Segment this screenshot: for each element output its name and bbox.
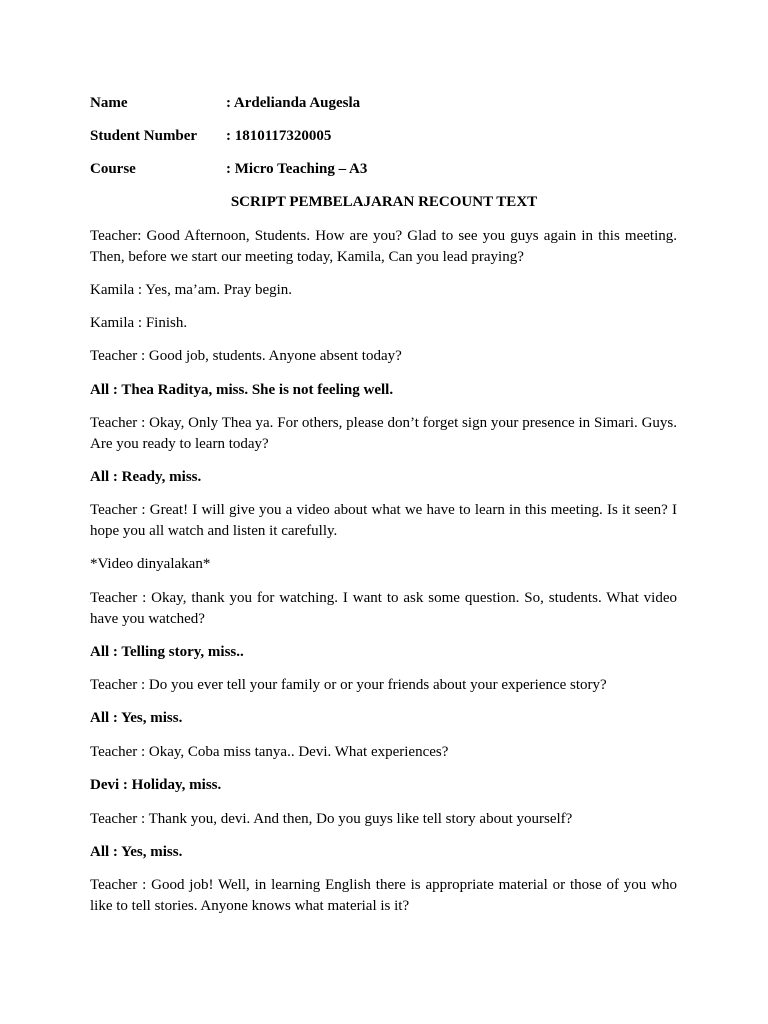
dialogue-line: *Video dinyalakan* [90, 556, 211, 572]
name-row [90, 94, 360, 112]
dialogue-line: All : Telling story, miss.. [90, 644, 244, 660]
student-number-value: : 1810117320005 [226, 128, 332, 144]
dialogue-line: Teacher : Good job, students. Anyone absent today? [90, 348, 402, 364]
dialogue-line: Teacher : Thank you, devi. And then, Do you guys like tell story about yourself? [90, 811, 573, 827]
dialogue-line: Teacher : Okay, Only Thea ya. For others, please don’t forget sign your presence in Simari. Guys. Are you ready to learn today? [90, 415, 677, 452]
document-title: SCRIPT PEMBELAJARAN RECOUNT TEXT [230, 194, 538, 210]
dialogue-line: Teacher : Do you ever tell your family or or your friends about your experience story? [90, 677, 607, 693]
dialogue-line: Teacher : Okay, thank you for watching. I want to ask some question. So, students. What video have you watched? [90, 590, 677, 627]
dialogue-line: Kamila : Yes, ma’am. Pray begin. [90, 282, 293, 298]
name-label: Name [90, 95, 128, 111]
course-label: Course [90, 161, 136, 177]
dialogue-line: Devi : Holiday, miss. [90, 777, 222, 793]
course-value: : Micro Teaching – A3 [226, 161, 368, 177]
course-row [90, 160, 367, 178]
dialogue-line: All : Thea Raditya, miss. She is not feeling well. [90, 382, 394, 398]
name-value: : Ardelianda Augesla [226, 95, 361, 111]
dialogue-line: Teacher : Great! I will give you a video about what we have to learn in this meeting. Is it seen? I hope you all watch and listen it carefully. [90, 502, 677, 539]
student-number-label: Student Number [90, 128, 198, 144]
dialogue-line: All : Ready, miss. [90, 469, 202, 485]
dialogue-line: All : Yes, miss. [90, 844, 183, 860]
dialogue-line: Kamila : Finish. [90, 315, 188, 331]
dialogue-line: Teacher : Okay, Coba miss tanya.. Devi. What experiences? [90, 744, 449, 760]
dialogue-line: Teacher: Good Afternoon, Students. How are you? Glad to see you guys again in this meeting. Then, before we start our meeting today, Kamila, Can you lead praying? [90, 228, 677, 265]
dialogue-line: All : Yes, miss. [90, 710, 183, 726]
dialogue-line: Teacher : Good job! Well, in learning English there is appropriate material or those of you who like to tell stories. Anyone knows what material is it? [90, 877, 677, 914]
student-number-row [90, 127, 331, 145]
